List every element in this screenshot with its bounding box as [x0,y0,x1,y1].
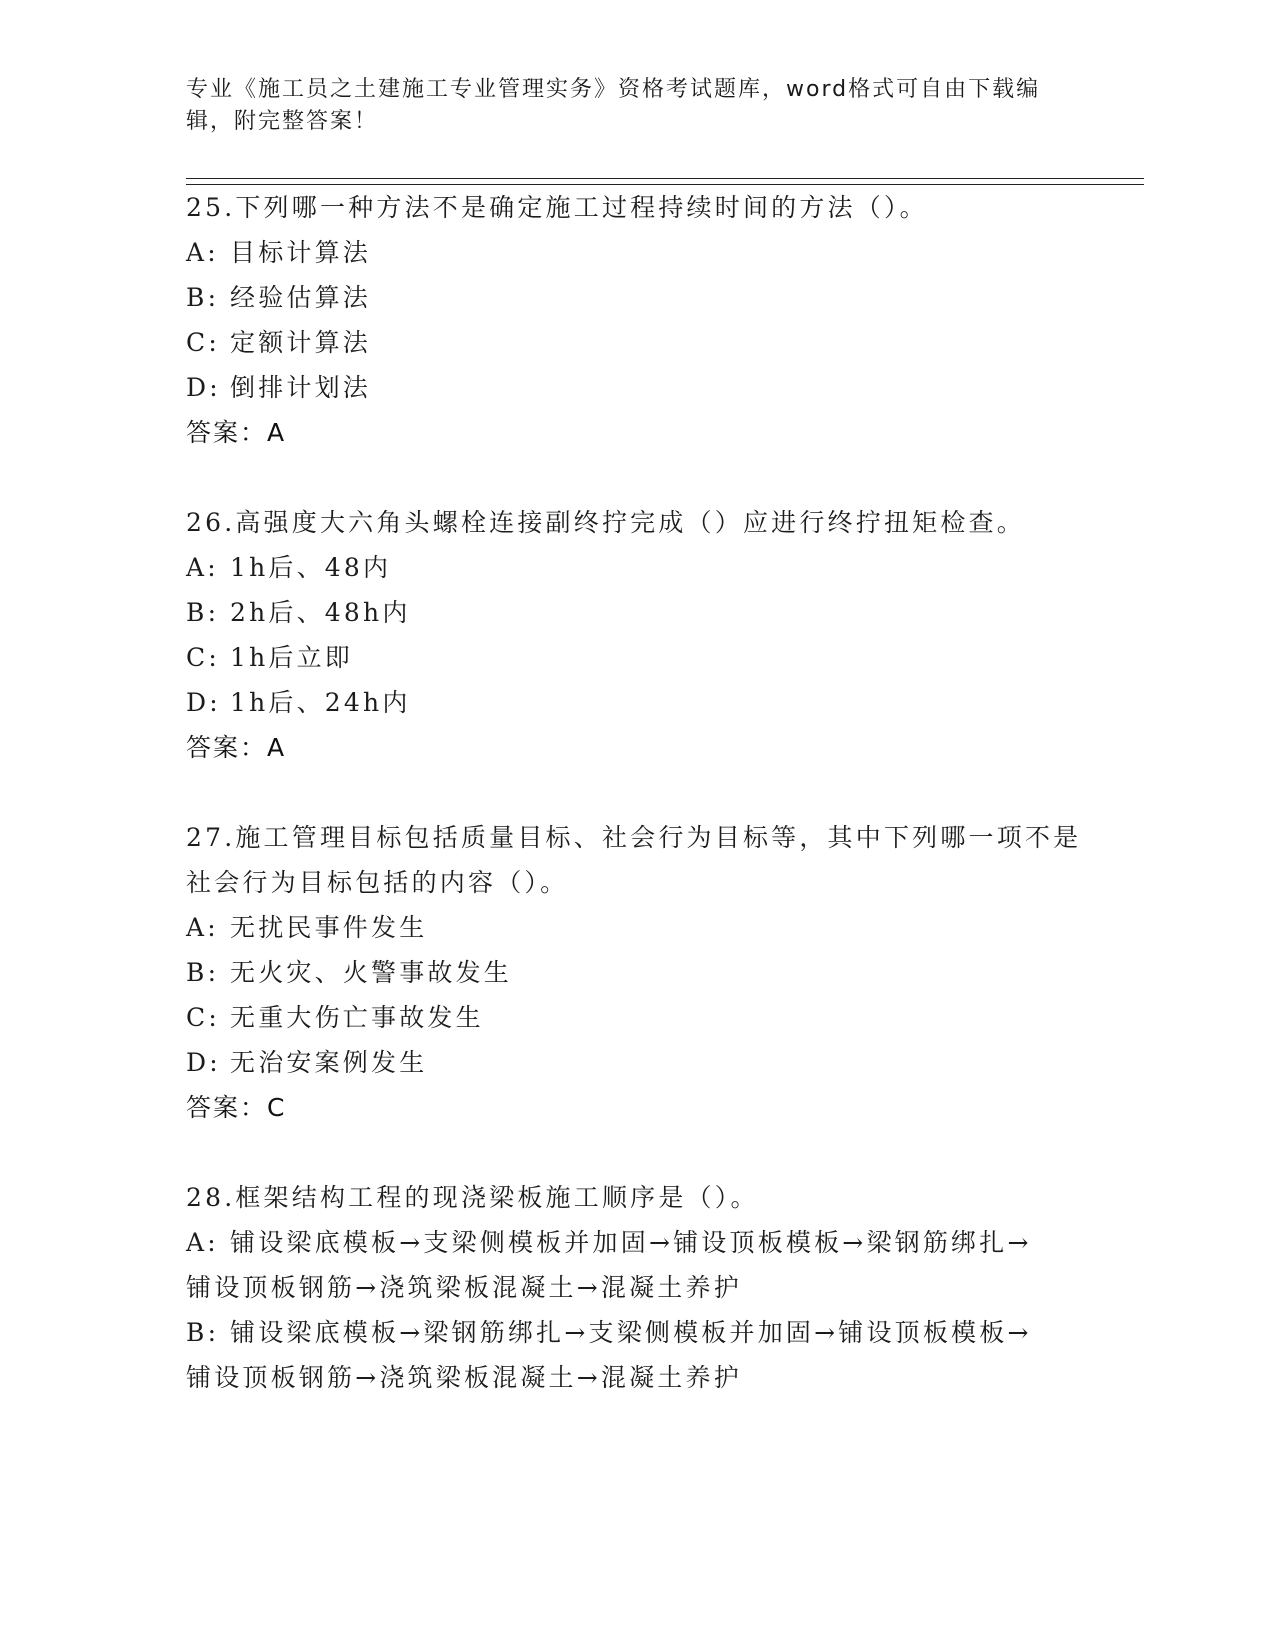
document-header [186,74,1066,138]
option-d [186,365,1086,410]
option-c [186,320,1086,365]
question-stem: 27.施工管理目标包括质量目标、社会行为目标等，其中下列哪一项不是社会行为目标包括的内容（）。 [186,823,1082,897]
option-text: 定额计算法 [230,328,372,357]
header-line-1: 专业《施工员之土建施工专业管理实务》资格考试题库，word格式可自由下载编 [186,77,1041,102]
option-d [186,1040,1086,1085]
answer-line: 答案：C [186,1093,287,1122]
option-letter: B: [186,283,220,312]
option-a [186,545,1086,590]
option-text: 铺设梁底模板→支梁侧模板并加固→铺设顶板模板→梁钢筋绑扎→ [230,1228,1032,1257]
option-letter: A: [186,913,219,942]
option-letter: A: [186,1228,219,1257]
option-a [186,230,1086,275]
option-text: 铺设梁底模板→梁钢筋绑扎→支梁侧模板并加固→铺设顶板模板→ [230,1318,1032,1347]
option-text: 无火灾、火警事故发生 [230,958,513,987]
option-b [186,275,1086,320]
question-stem: 25.下列哪一种方法不是确定施工过程持续时间的方法（）。 [186,193,928,222]
option-text: 无扰民事件发生 [230,913,428,942]
option-letter: A: [186,238,219,267]
question-stem: 26.高强度大六角头螺栓连接副终拧完成（）应进行终拧扭矩检查。 [186,508,1025,537]
option-c [186,635,1086,680]
answer-line: 答案：A [186,418,287,447]
question-27 [186,815,1086,1130]
option-letter: C: [186,643,220,672]
header-line-2: 辑，附完整答案！ [186,109,379,134]
option-letter: B: [186,598,220,627]
question-25 [186,185,1086,455]
answer-line: 答案：A [186,733,287,762]
option-text: 铺设顶板钢筋→浇筑梁板混凝土→混凝土养护 [186,1273,742,1302]
option-letter: D: [186,688,221,717]
option-text: 铺设顶板钢筋→浇筑梁板混凝土→混凝土养护 [186,1363,742,1392]
option-text: 经验估算法 [230,283,372,312]
option-d [186,680,1086,725]
question-28 [186,1175,1086,1400]
question-stem: 28.框架结构工程的现浇梁板施工顺序是（）。 [186,1183,759,1212]
option-text: 目标计算法 [230,238,372,267]
option-letter: B: [186,958,220,987]
option-b [186,950,1086,995]
option-text: 倒排计划法 [230,373,372,402]
option-c [186,995,1086,1040]
option-b-continuation [186,1355,1086,1400]
option-a [186,1220,1086,1265]
option-letter: D: [186,373,221,402]
option-text: 无治安案例发生 [230,1048,428,1077]
option-b [186,590,1086,635]
question-26 [186,500,1086,770]
option-letter: C: [186,328,220,357]
option-text: 1h后、48内 [230,553,392,582]
option-b [186,1310,1086,1355]
header-rule-top [186,178,1144,179]
option-letter: B: [186,1318,220,1347]
option-letter: A: [186,553,219,582]
option-letter: D: [186,1048,221,1077]
option-letter: C: [186,1003,220,1032]
option-a [186,905,1086,950]
option-text: 1h后立即 [230,643,354,672]
option-text: 无重大伤亡事故发生 [230,1003,484,1032]
option-text: 2h后、48h内 [230,598,411,627]
option-text: 1h后、24h内 [230,688,411,717]
option-a-continuation [186,1265,1086,1310]
